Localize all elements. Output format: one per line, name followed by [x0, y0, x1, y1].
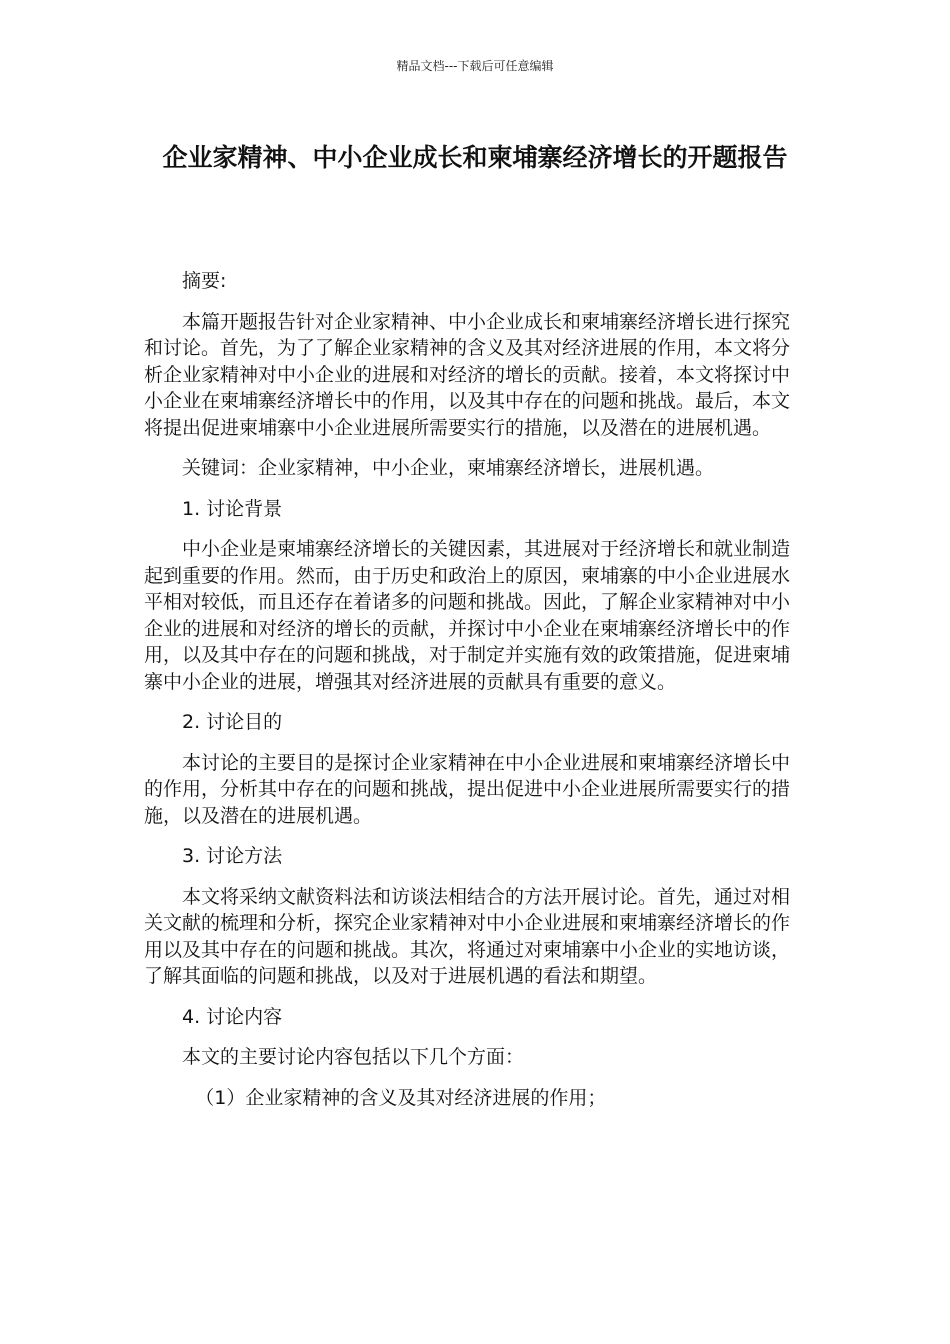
- section-body-background: 中小企业是柬埔寨经济增长的关键因素，其进展对于经济增长和就业制造起到重要的作用。然而，由于历史和政治上的原因，柬埔寨的中小企业进展水平相对较低，而且还存在着诸多的问题和挑战。因此，了解企业家精神对中小企业的进展和对经济的增长的贡献，并探讨中小企业在柬埔寨经济增长中的作用，以及其中存在的问题和挑战，对于制定并实施有效的政策措施，促进柬埔寨中小企业的进展，增强其对经济进展的贡献具有重要的意义。: [144, 538, 791, 693]
- document-body: [144, 268, 794, 1125]
- keywords: 关键词：企业家精神，中小企业，柬埔寨经济增长，进展机遇。: [182, 457, 715, 479]
- page-header: 精品文档---下载后可任意编辑: [396, 59, 554, 73]
- section-heading-purpose: 2. 讨论目的: [182, 711, 283, 733]
- list-item: （1）企业家精神的含义及其对经济进展的作用；: [195, 1086, 607, 1109]
- section-heading-method: 3. 讨论方法: [182, 845, 283, 867]
- section-body-method: 本文将采纳文献资料法和访谈法相结合的方法开展讨论。首先，通过对相关文献的梳理和分析，探究企业家精神对中小企业进展和柬埔寨经济增长的作用以及其中存在的问题和挑战。其次，将通过对柬埔寨中小企业的实地访谈，了解其面临的问题和挑战，以及对于进展机遇的看法和期望。: [144, 885, 791, 987]
- document-title: 企业家精神、中小企业成长和柬埔寨经济增长的开题报告: [162, 143, 788, 172]
- section-body-purpose: 本讨论的主要目的是探讨企业家精神在中小企业进展和柬埔寨经济增长中的作用，分析其中存在的问题和挑战，提出促进中小企业进展所需要实行的措施，以及潜在的进展机遇。: [144, 751, 791, 827]
- abstract-label: 摘要:: [182, 270, 227, 292]
- abstract-body: 本篇开题报告针对企业家精神、中小企业成长和柬埔寨经济增长进行探究和讨论。首先，为了了解企业家精神的含义及其对经济进展的作用，本文将分析企业家精神对中小企业的进展和对经济的增长的贡献。接着，本文将探讨中小企业在柬埔寨经济增长中的作用，以及其中存在的问题和挑战。最后，本文将提出促进柬埔寨中小企业进展所需要实行的措施，以及潜在的进展机遇。: [144, 310, 791, 439]
- section-heading-content: 4. 讨论内容: [182, 1005, 283, 1028]
- section-body-content: 本文的主要讨论内容包括以下几个方面：: [182, 1046, 525, 1068]
- section-heading-background: 1. 讨论背景: [182, 497, 283, 520]
